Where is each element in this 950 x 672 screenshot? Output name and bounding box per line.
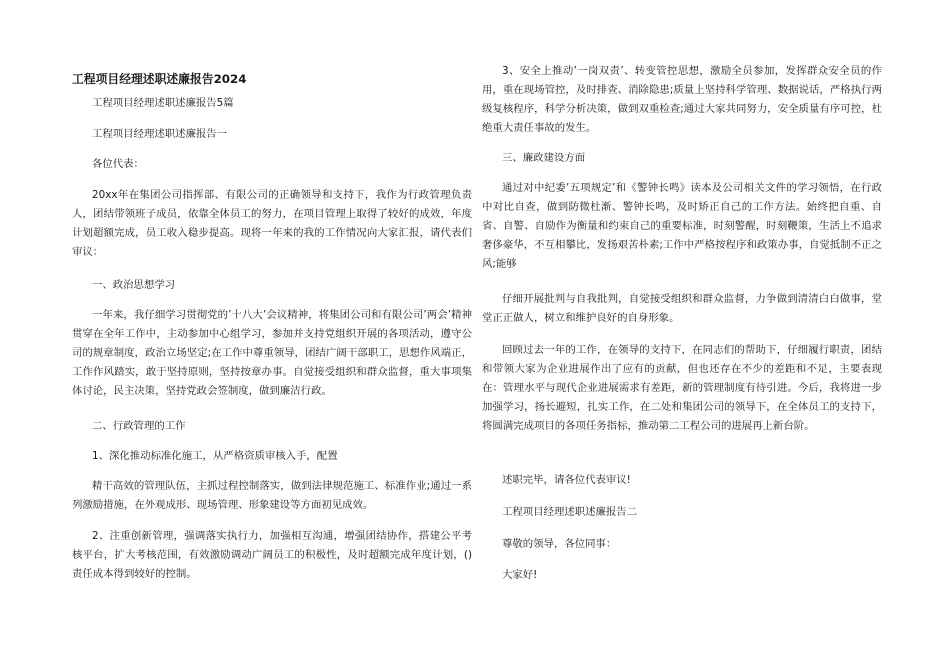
political-paragraph: 一年来，我仔细学习贯彻党的’十八大’会议精神，将集团公司和有限公司’两会’精神贯穿在全年工作中，主动参加中心组学习，参加并支持党组织开展的各项活动，遵守公司的规章制度，政治立场坚定;在工作中尊重领导，团结广阔干部职工，思想作风端正，工作作风踏实，敢于坚持原则，坚持按章办事。自觉接受组织和群众监督，重大事项集体讨论，民主决策，坚持党政会签制度，做到廉洁行政。	[72, 309, 472, 397]
admin-item-1-continued: 精干高效的管理队伍，主抓过程控制落实，做到法律规范施工、标准作业;通过一系列激励措施，在外观成形、现场管理、形象建设等方面初见成效。	[72, 480, 472, 511]
section-heading-integrity: 三、廉政建设方面	[502, 152, 586, 164]
section-heading-admin: 二、行政管理的工作	[92, 420, 186, 432]
intro-paragraph: 20xx年在集团公司指挥部、有限公司的正确领导和支持下，我作为行政管理负责人，团结带领班子成员，依靠全体员工的努力，在项目管理上取得了较好的成效，年度计划超额完成，员工收入稳步提高。现将一年来的我的工作情况向大家汇报，请代表们审议：	[72, 189, 472, 258]
section-heading-political: 一、政治思想学习	[92, 279, 176, 291]
closing-line: 述职完毕，请各位代表审议!	[502, 474, 631, 486]
report-two-salutation: 尊敬的领导，各位同事：	[502, 538, 617, 550]
admin-item-3: 3、安全上推动’一岗双责’、转变管控思想，激励全员参加，发挥群众安全员的作用，重在现场管控，及时排查、消除隐患;质量上坚持科学管理、数据说话，严格执行两级复核程序，科学分析决策，做到双重检查;通过大家共同努力，安全质量有序可控，杜绝重大责任事故的发生。	[482, 65, 882, 134]
admin-item-2: 2、注重创新管理，强调落实执行力，加强相互沟通，增强团结协作，搭建公平考核平台，扩大考核范围，有效激励调动广阔员工的积极性，及时超额完成年度计划，()责任成本得到较好的控制。	[72, 530, 472, 580]
report-one-heading: 工程项目经理述职述廉报告一	[92, 128, 228, 140]
admin-item-1: 1、深化推动标准化施工，从严格资质审核入手，配置	[92, 450, 338, 462]
integrity-paragraph-continued: 仔细开展批判与自我批判，自觉接受组织和群众监督，力争做到清清白白做事，堂堂正正做人，树立和维护良好的自身形象。	[482, 293, 882, 324]
review-paragraph: 回顾过去一年的工作，在领导的支持下，在同志们的帮助下，仔细履行职责，团结和带领大家为企业进展作出了应有的贡献，但也还存在不少的差距和不足，主要表现在：管理水平与现代企业进展需求有差距，新的管理制度有待引进。今后，我将进一步加强学习，扬长避短，扎实工作，在二处和集团公司的领导下，在全体员工的支持下，将圆满完成项目的各项任务指标，推动第二工程公司的进展再上新台阶。	[482, 344, 882, 432]
report-two-heading: 工程项目经理述职述廉报告二	[502, 506, 638, 518]
salutation: 各位代表：	[92, 158, 144, 170]
report-two-greeting: 大家好!	[502, 569, 538, 581]
report-collection-title: 工程项目经理述职述廉报告5篇	[92, 97, 234, 109]
integrity-paragraph: 通过对中纪委’五项规定’和《警钟长鸣》读本及公司相关文件的学习领悟，在行政中对比自查，做到防微杜渐、警钟长鸣，及时矫正自己的工作方法。始终把自重、自省、自警、自励作为衡量和约束自己的重要标准，时刻警醒，时刻鞭策，生活上不追求奢侈豪华，不互相攀比，发扬艰苦朴素;工作中严格按程序和政策办事，自觉抵制不正之风;能够	[482, 182, 882, 270]
document-title: 工程项目经理述职述廉报告2024	[72, 72, 247, 86]
